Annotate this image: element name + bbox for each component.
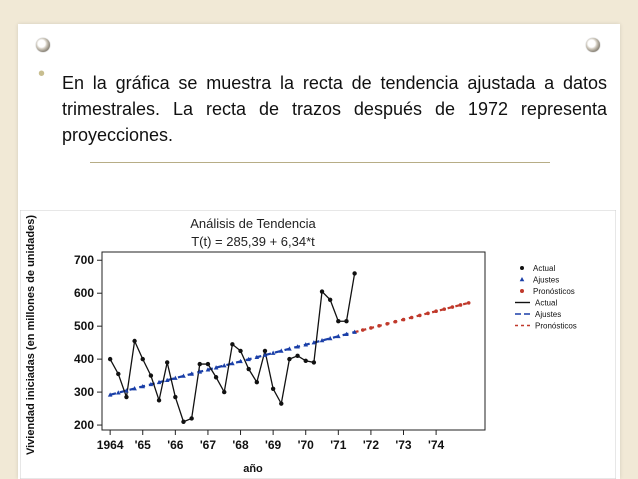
x-tick-label: 1964	[96, 438, 124, 452]
actual-data-point	[108, 357, 112, 361]
actual-data-point	[116, 372, 120, 376]
forecast-data-point	[418, 314, 422, 318]
y-tick-label: 400	[73, 352, 94, 367]
x-tick-label: '71	[330, 438, 347, 452]
bullet-icon: •	[38, 63, 46, 85]
actual-data-point	[124, 395, 128, 399]
forecast-data-point	[385, 322, 389, 326]
forecast-data-point	[434, 309, 438, 313]
actual-data-point	[157, 398, 161, 402]
actual-data-point	[181, 420, 185, 424]
actual-data-point	[295, 354, 299, 358]
actual-data-point	[141, 357, 145, 361]
y-tick-label: 600	[73, 286, 94, 301]
chart-subtitle: T(t) = 285,39 + 6,34*t	[191, 234, 315, 249]
actual-data-point	[336, 319, 340, 323]
pin-top-right-icon	[586, 38, 600, 52]
legend-label: Actual	[533, 264, 556, 273]
actual-data-point	[263, 349, 267, 353]
y-axis-label: Viviendad iniciadas (en millones de unidades)	[25, 214, 37, 456]
actual-data-point	[287, 357, 291, 361]
forecast-data-point	[467, 301, 471, 305]
x-tick-label: '69	[265, 438, 282, 452]
actual-data-point	[230, 342, 234, 346]
divider-rule	[90, 162, 550, 163]
legend-label: Pronósticos	[535, 321, 577, 331]
actual-data-point	[320, 289, 324, 293]
chart-title: Análisis de Tendencia	[190, 216, 316, 231]
actual-data-point	[238, 349, 242, 353]
actual-data-point	[271, 387, 275, 391]
legend-label: Ajustes	[533, 275, 560, 285]
actual-data-point	[173, 395, 177, 399]
x-axis-label: año	[243, 463, 263, 475]
actual-data-point	[222, 390, 226, 394]
actual-data-point	[312, 360, 316, 364]
x-tick-label: '73	[395, 438, 412, 452]
forecast-data-point	[410, 316, 414, 320]
forecast-data-point	[394, 320, 398, 324]
forecast-data-point	[361, 328, 365, 332]
legend-label: Ajustes	[535, 310, 562, 319]
actual-data-point	[214, 375, 218, 379]
y-tick-label: 500	[73, 319, 94, 334]
x-tick-label: '67	[199, 438, 217, 452]
actual-data-point	[344, 319, 348, 323]
y-tick-label: 200	[73, 418, 94, 433]
x-tick-label: '66	[167, 438, 184, 452]
legend-label: Pronósticos	[533, 287, 575, 296]
pin-top-left-icon	[36, 38, 50, 52]
forecast-data-point	[402, 318, 406, 322]
actual-data-point	[352, 271, 356, 275]
actual-data-point	[279, 401, 283, 405]
forecast-data-point	[426, 312, 430, 316]
x-tick-label: '70	[297, 438, 314, 452]
actual-data-point	[304, 359, 308, 363]
actual-data-point	[132, 339, 136, 343]
y-tick-label: 700	[73, 253, 94, 268]
y-tick-label: 300	[73, 385, 94, 400]
actual-data-point	[206, 362, 210, 366]
x-tick-label: '68	[232, 438, 249, 452]
actual-data-point	[198, 362, 202, 366]
trend-chart	[20, 210, 616, 479]
actual-data-point	[165, 360, 169, 364]
actual-data-point	[328, 298, 332, 302]
x-tick-label: '74	[428, 438, 445, 452]
x-tick-label: '65	[134, 438, 151, 452]
legend-marker-actual	[520, 266, 524, 270]
forecast-data-point	[459, 303, 463, 307]
legend-label: Actual	[535, 298, 558, 308]
actual-data-point	[189, 416, 193, 420]
actual-data-point	[255, 380, 259, 384]
forecast-data-point	[369, 326, 373, 330]
forecast-data-point	[442, 307, 446, 311]
actual-data-point	[246, 367, 250, 371]
forecast-data-point	[377, 324, 381, 328]
forecast-data-point	[451, 305, 455, 309]
x-tick-label: '72	[362, 438, 380, 452]
actual-data-point	[149, 373, 153, 377]
slide-body-text: En la gráfica se muestra la recta de tendencia ajustada a datos trimestrales. La recta de trazos después de 1972 representa proyecciones.	[62, 73, 607, 145]
legend-marker-forecast	[520, 289, 524, 293]
